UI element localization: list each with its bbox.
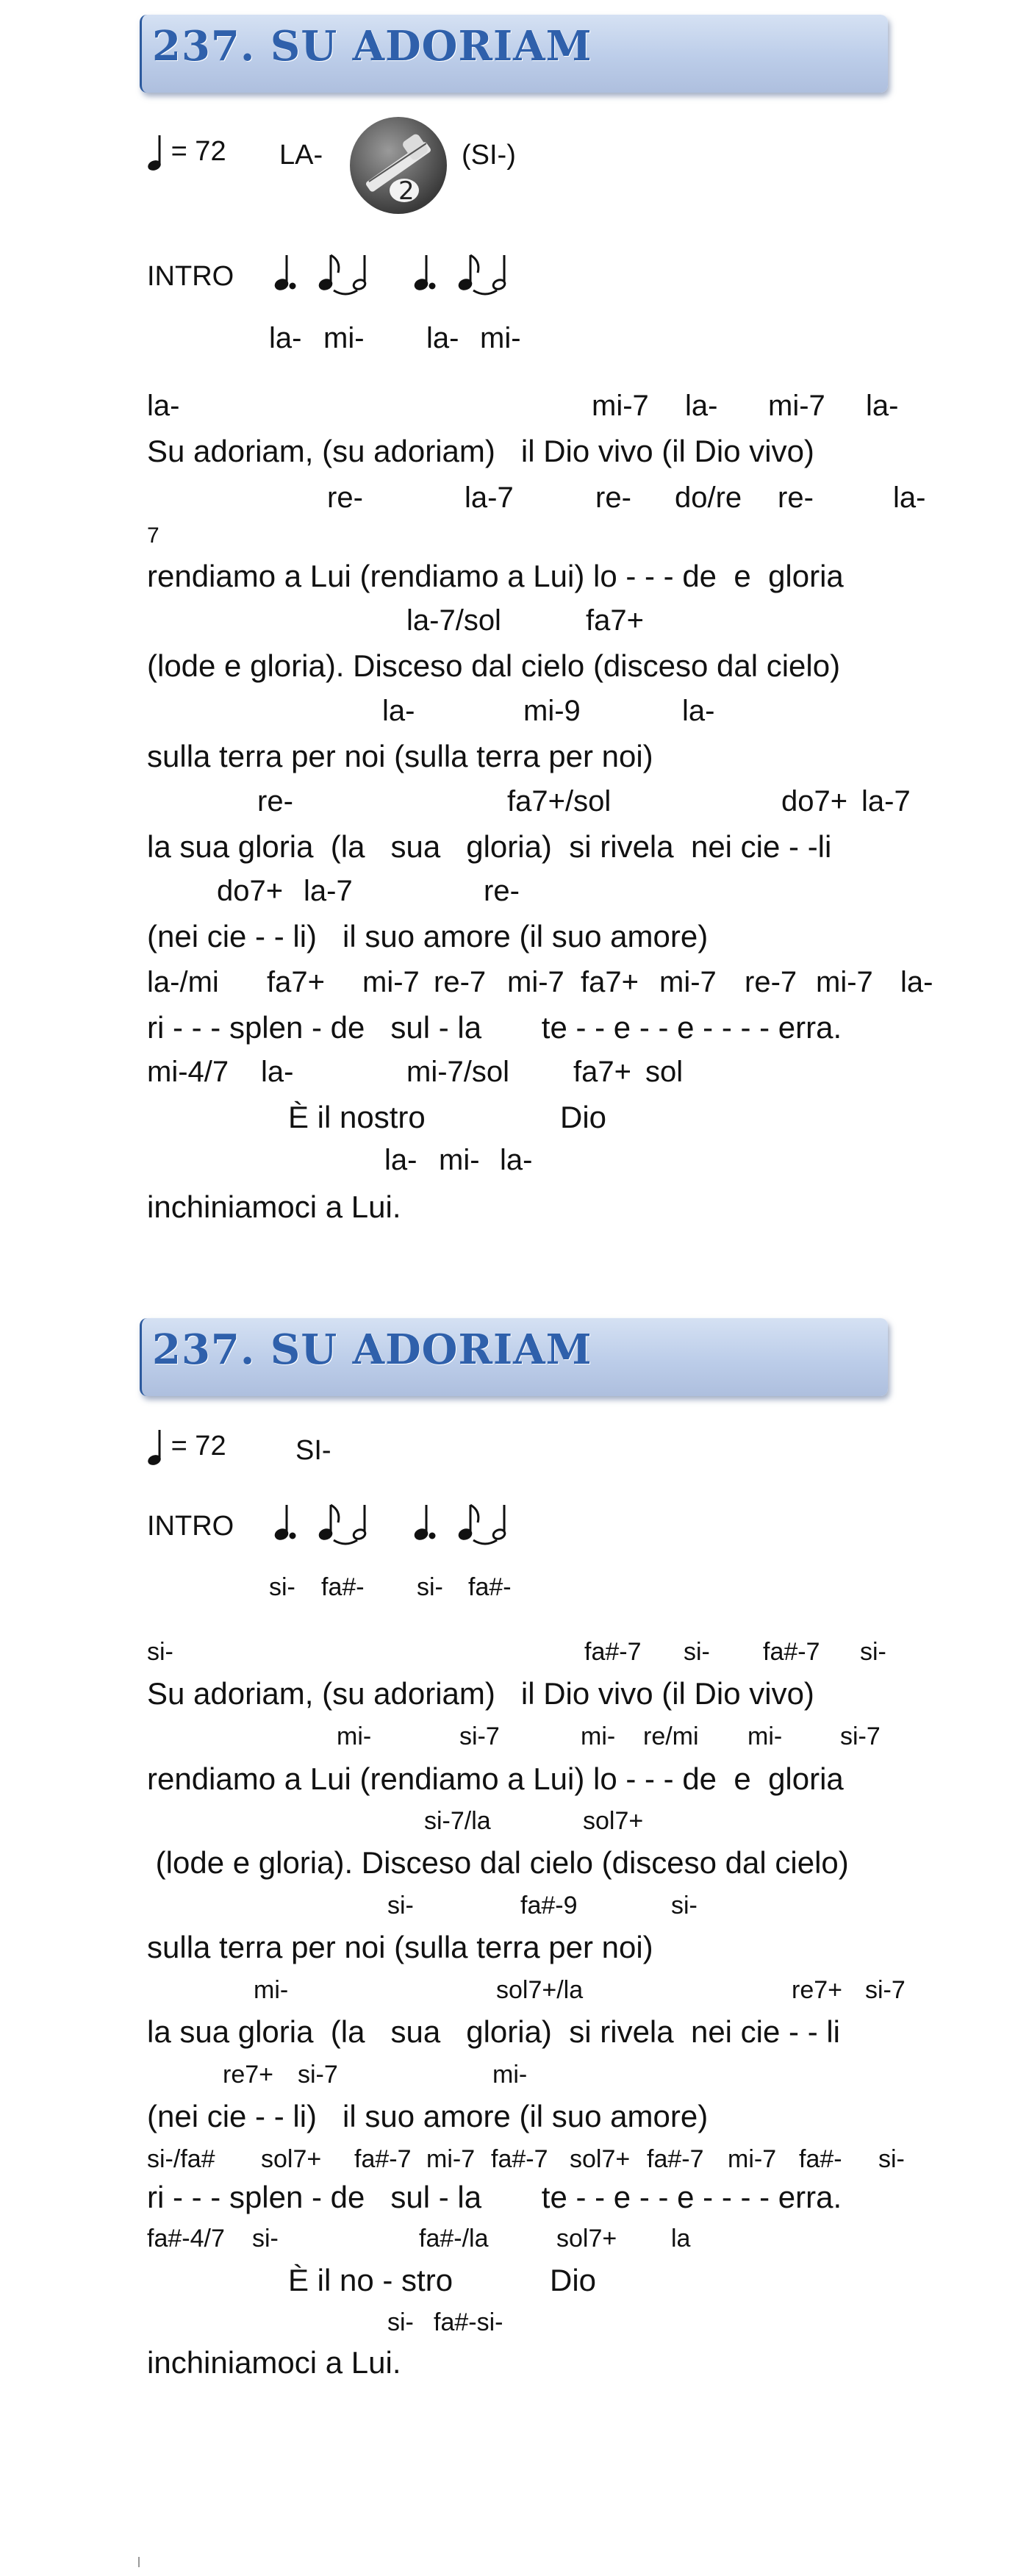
chord: sol7+ [261,2145,322,2173]
chord: mi- [747,1722,783,1750]
chord: la-7 [861,785,911,817]
chord: mi-7 [728,2145,777,2173]
chord: si- [878,2145,905,2173]
lyric-line: la sua gloria (la sua gloria) si rivela nei cie - - li [147,2014,841,2049]
chord: la [671,2225,691,2253]
chord: mi- [581,1722,616,1750]
chord: fa#-7 [763,1638,820,1666]
chord: sol7+ [556,2225,617,2253]
chord: fa#-7 [647,2145,704,2173]
intro-chord: la- [269,322,302,354]
intro-label: INTRO [147,261,234,292]
lyric-line: (lode e gloria). Disceso dal cielo (disceso dal cielo) [147,1845,849,1880]
lyric-line: rendiamo a Lui (rendiamo a Lui) lo - - - de e gloria [147,1761,844,1796]
chord: si-7 [459,1722,500,1750]
chord: la-7 [465,482,514,514]
chord: fa#-9 [520,1892,578,1920]
chord: sol7+/la [496,1976,584,2004]
chord: la- [261,1056,294,1088]
chord: mi- [337,1722,372,1750]
intro-chord: si- [269,1573,295,1601]
chord: si-7 [865,1976,906,2004]
chord: mi- [254,1976,289,2004]
lyric-line: (lode e gloria). Disceso dal cielo (disceso dal cielo) [147,648,841,683]
chord: la- [682,695,715,727]
lyric-line: inchiniamoci a Lui. [147,1189,401,1224]
chord: sol7+ [570,2145,631,2173]
chord: si- [684,1638,710,1666]
intro-label: INTRO [147,1511,234,1542]
tempo-marking [147,1428,226,1467]
chord: la-/mi [147,966,219,998]
intro-chord: mi- [323,322,365,354]
chord: fa#-7 [584,1638,642,1666]
chord: si- [387,1892,414,1920]
chord: la- [866,390,899,422]
chord: si- [252,2225,279,2253]
tempo-value: = 72 [171,1431,226,1462]
chord: re- [327,482,363,514]
chord: la- [147,390,180,422]
chord: la- [500,1144,533,1176]
chord: si-7 [840,1722,881,1750]
chord: la- [685,390,718,422]
chord: sol7+ [583,1807,644,1835]
chord: si-7/la [424,1807,491,1835]
lyric-line: Dio [550,2263,597,2297]
chord: sol [645,1056,684,1088]
lyric-line: Su adoriam, (su adoriam) il Dio vivo (il Dio vivo) [147,434,814,468]
chord: mi- [492,2061,528,2089]
chord: fa#-si- [434,2308,503,2336]
chord: mi-7 [816,966,873,998]
chord: fa7+ [581,966,639,998]
lyric-line: la sua gloria (la sua gloria) si rivela nei cie - -li [147,829,832,864]
chord: mi-7 [768,390,825,422]
chord: si- [671,1892,698,1920]
chord: mi-7 [659,966,717,998]
chord: re- [484,875,520,907]
quarter-note-icon [147,1428,163,1467]
chord: do/re [675,482,742,514]
key-label: SI- [295,1435,331,1466]
chord: la-7 [304,875,353,907]
chord: do7+ [217,875,284,907]
chord: mi-7/sol [406,1056,510,1088]
lyric-line: rendiamo a Lui (rendiamo a Lui) lo - - - de e gloria [147,559,844,593]
chord: re/mi [643,1722,699,1750]
song-title: 237. SU ADORIAM [152,22,592,71]
chord: la- [382,695,415,727]
chord: fa#- [799,2145,842,2173]
song-title: 237. SU ADORIAM [152,1325,592,1374]
chord: mi-7 [426,2145,476,2173]
lyric-line: (nei cie - - li) il suo amore (il suo amore) [147,2099,709,2133]
chord: mi- [439,1144,480,1176]
chord: si- [387,2308,414,2336]
chord: la-7/sol [406,604,501,637]
chord: do7+ [781,785,848,817]
scan-mark [138,2557,140,2567]
chord: re-7 [745,966,797,998]
chord: mi-7 [507,966,564,998]
chord: si-/fa# [147,2145,215,2173]
intro-chord: fa#- [321,1573,365,1601]
chord: re7+ [223,2061,273,2089]
chord: mi-7 [362,966,420,998]
chord: re-7 [434,966,487,998]
alt-key-label: (SI-) [462,140,516,171]
chord: si- [860,1638,886,1666]
chord: la- [384,1144,417,1176]
intro-chord: la- [426,322,459,354]
chord: re- [778,482,814,514]
lyric-line: Dio [560,1100,607,1134]
chord: fa7+ [267,966,325,998]
chord: si-7 [298,2061,338,2089]
chord: 7 [147,523,159,548]
chord: la- [893,482,926,514]
chord: fa#-4/7 [147,2225,225,2253]
lyric-line: ri - - - splen - de sul - la te - - e - - e - - - - erra. [147,1010,842,1045]
intro-chord: mi- [480,322,521,354]
chord: mi-7 [592,390,649,422]
intro-chord: fa#- [468,1573,512,1601]
intro-rhythm [272,1496,537,1548]
lyric-line: inchiniamoci a Lui. [147,2345,401,2380]
chord: mi-9 [523,695,581,727]
badge-number: 2 [398,176,415,206]
chord: fa#-7 [491,2145,548,2173]
lyric-line: ri - - - splen - de sul - la te - - e - - e - - - - erra. [147,2180,842,2214]
tempo-value: = 72 [171,136,226,168]
chord: fa#-7 [354,2145,412,2173]
chord: fa#-/la [419,2225,489,2253]
chord: fa7+/sol [507,785,612,817]
lyric-line: sulla terra per noi (sulla terra per noi) [147,1930,653,1964]
lyric-line: È il nostro [288,1100,426,1134]
intro-chord: si- [417,1573,443,1601]
lyric-line: sulla terra per noi (sulla terra per noi) [147,739,653,773]
lyric-line: È il no - stro [288,2263,453,2297]
chord: mi-4/7 [147,1056,229,1088]
lyric-line: (nei cie - - li) il suo amore (il suo amore) [147,919,709,954]
chord: re7+ [792,1976,842,2004]
chord: fa7+ [586,604,644,637]
chord: re- [595,482,631,514]
lyric-line: Su adoriam, (su adoriam) il Dio vivo (il Dio vivo) [147,1676,814,1711]
chord: la- [900,966,933,998]
key-label: LA- [279,140,323,171]
chord: fa7+ [573,1056,631,1088]
title-bar [140,1318,888,1396]
chord: re- [257,785,293,817]
chord: si- [147,1638,173,1666]
